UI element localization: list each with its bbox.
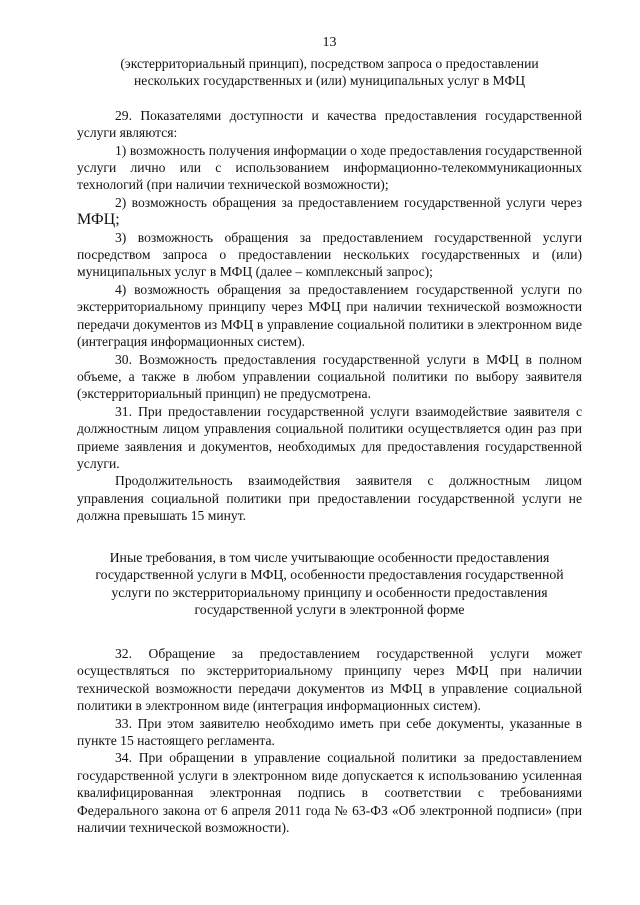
spacer <box>77 525 582 549</box>
paragraph-29-item-2-text: 2) возможность обращения за предоставлением государственной услуги через <box>115 194 582 210</box>
paragraph-32: 32. Обращение за предоставлением государственной услуги может осуществляться по экстерриториальному принципу через МФЦ при наличии технической возможности передачи документов из МФЦ в управление социальной политики в электронном виде (интеграция информационных систем). <box>77 645 582 714</box>
paragraph-29-item-2 <box>77 194 582 229</box>
paragraph-31-duration: Продолжительность взаимодействия заявителя с должностным лицом управления социальной политики при предоставлении государственной услуги не должна превышать 15 минут. <box>77 473 582 524</box>
section-title <box>77 549 582 619</box>
header-continuation <box>77 55 582 90</box>
header-line-2: нескольких государственных и (или) муниципальных услуг в МФЦ <box>133 73 526 89</box>
document-page <box>77 34 582 836</box>
paragraph-30: 30. Возможность предоставления государственной услуги в МФЦ в полном объеме, а также в любом управлении социальной политики по выбору заявителя (экстерриториальный принцип) не предусмотрена. <box>77 351 582 402</box>
section-title-line-1: Иные требования, в том числе учитывающие особенности предоставления <box>109 549 550 565</box>
paragraph-29-item-3: 3) возможность обращения за предоставлением государственной услуги посредством запроса о предоставлении нескольких государственных и (или) муниципальных услуг в МФЦ (далее – комплексный запрос); <box>77 229 582 280</box>
spacer <box>77 619 582 645</box>
spacer <box>77 90 582 107</box>
page-number: 13 <box>322 35 337 50</box>
section-title-line-2: государственной услуги в МФЦ, особенности предоставления государственной <box>95 567 564 583</box>
paragraph-29-item-2-tail: МФЦ; <box>77 211 120 229</box>
header-line-1: (экстерриториальный принцип), посредством запроса о предоставлении <box>120 56 539 71</box>
paragraph-29-intro: 29. Показателями доступности и качества предоставления государственной услуги являются: <box>77 107 582 141</box>
paragraph-29-item-4: 4) возможность обращения за предоставлением государственной услуги по экстерриториальному принципу через МФЦ при наличии технической возможности передачи документов из МФЦ в управление социальной политики в электронном виде (интеграция информационных систем). <box>77 281 582 350</box>
paragraph-34: 34. При обращении в управление социальной политики за предоставлением государственной услуги в электронном виде допускается к использованию усиленная квалифицированная электронная подпись в соответствии с требованиями Федерального закона от 6 апреля 2011 года № 63-ФЗ «Об электронной подписи» (при наличии технической возможности). <box>77 750 582 835</box>
paragraph-33: 33. При этом заявителю необходимо иметь при себе документы, указанные в пункте 15 настоящего регламента. <box>77 715 582 748</box>
section-title-line-3: услуги по экстерриториальному принципу и особенности предоставления <box>111 584 548 600</box>
paragraph-29-item-1: 1) возможность получения информации о ходе предоставления государственной услуги лично или с использованием информационно-телекоммуникационных технологий (при наличии технической возможности); <box>77 142 582 193</box>
paragraph-31: 31. При предоставлении государственной услуги взаимодействие заявителя с должностным лицом управления социальной политики осуществляется один раз при приеме заявления и документов, необходимых для предоставления государственной услуги. <box>77 403 582 471</box>
section-title-line-4: государственной услуги в электронной форме <box>194 602 465 618</box>
